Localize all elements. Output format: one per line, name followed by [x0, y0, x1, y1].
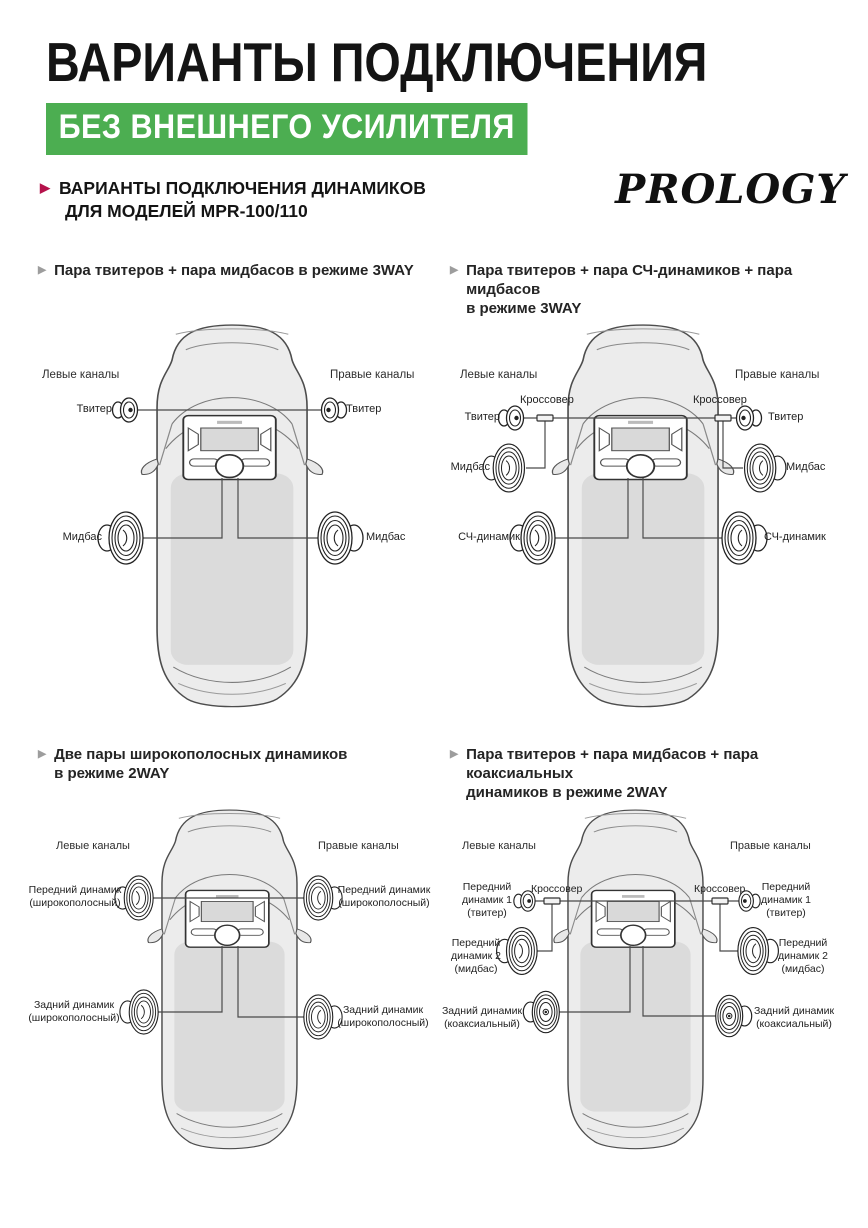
- section-heading-line2: ДЛЯ МОДЕЛЕЙ MPR-100/110: [65, 201, 308, 222]
- quadrant-title-line1: Пара твитеров + пара мидбасов + пара коаксиальных: [466, 746, 759, 783]
- right-channels-label: Правые каналы: [730, 840, 811, 852]
- midbass-right-label: Мидбас: [786, 461, 826, 473]
- quadrant-title-line1: Пара твитеров + пара СЧ-динамиков + пара мидбасов: [466, 262, 793, 299]
- rear-speaker-left-label: Задний динамик (широкополосный): [28, 999, 120, 1024]
- tweeter-right-label: Твитер: [768, 411, 804, 423]
- right-channels-label: Правые каналы: [735, 369, 820, 381]
- car-diagram: [434, 740, 868, 1228]
- tweeter-right-icon: [737, 406, 762, 430]
- diagram-2way-tweeter-midbass-coax: [434, 740, 868, 1228]
- crossover-left-label: Кроссовер: [520, 394, 574, 406]
- gray-arrow-bullet-icon: ▶: [38, 264, 47, 276]
- page-title: ВАРИАНТЫ ПОДКЛЮЧЕНИЯ: [46, 31, 708, 93]
- right-channels-label: Правые каналы: [330, 369, 415, 381]
- crossover-left-icon: [544, 898, 560, 904]
- gray-arrow-bullet-icon: ▶: [450, 264, 459, 276]
- midrange-right-icon: [722, 512, 767, 564]
- midbass-right-label: Мидбас: [366, 531, 406, 543]
- rear-coax-left-label: Задний динамик (коаксиальный): [441, 1005, 523, 1030]
- right-channels-label: Правые каналы: [318, 840, 399, 852]
- red-arrow-bullet-icon: ▶: [40, 180, 50, 195]
- quadrant-title: [450, 261, 868, 318]
- left-channels-label: Левые каналы: [42, 369, 120, 381]
- midrange-right-label: СЧ-динамик: [764, 531, 826, 543]
- gray-arrow-bullet-icon: ▶: [38, 748, 47, 760]
- diagram-3way-tweeter-midrange-midbass: [434, 255, 868, 755]
- crossover-right-label: Кроссовер: [694, 883, 746, 895]
- crossover-left-icon: [537, 415, 553, 421]
- diagram-3way-tweeter-midbass: [0, 255, 434, 755]
- front-speaker2-right-label: Передний динамик 2 (мидбас): [777, 937, 829, 975]
- midbass-right-icon: [318, 512, 363, 564]
- midrange-left-label: СЧ-динамик: [458, 531, 520, 543]
- car-top-view: [148, 810, 311, 1149]
- subtitle-banner: [46, 103, 527, 155]
- midbass-left-label: Мидбас: [450, 461, 490, 473]
- gray-arrow-bullet-icon: ▶: [450, 748, 459, 760]
- crossover-right-label: Кроссовер: [693, 394, 747, 406]
- quadrant-title-line2: динамиков в режиме 2WAY: [466, 784, 668, 802]
- crossover-right-icon: [715, 415, 731, 421]
- crossover-right-icon: [712, 898, 728, 904]
- rear-speaker-right-label: Задний динамик (широкополосный): [337, 1004, 429, 1029]
- quadrant-title: [38, 745, 347, 783]
- car-diagram: [0, 255, 434, 755]
- quadrant-title: [450, 745, 868, 802]
- section-heading-line1: ВАРИАНТЫ ПОДКЛЮЧЕНИЯ ДИНАМИКОВ: [59, 178, 426, 198]
- left-channels-label: Левые каналы: [56, 840, 130, 852]
- car-diagram: [434, 255, 868, 755]
- tweeter-left-icon: [113, 398, 138, 422]
- brand-logo: PROLOGY: [615, 166, 846, 213]
- front-speaker-right-label: Передний динамик (широкополосный): [337, 884, 431, 909]
- midbass-left-icon: [98, 512, 143, 564]
- front-speaker1-left-label: Передний динамик 1 (твитер): [461, 881, 513, 919]
- left-channels-label: Левые каналы: [460, 369, 538, 381]
- quadrant-title-line1: Две пары широкополосных динамиков: [54, 746, 348, 763]
- tweeter-left-label: Твитер: [76, 403, 112, 415]
- tweeter-left-icon: [499, 406, 524, 430]
- front-speaker1-right-label: Передний динамик 1 (твитер): [760, 881, 812, 919]
- front-speaker-left-label: Передний динамик (широкополосный): [28, 884, 122, 909]
- car-top-view: [554, 810, 717, 1149]
- midbass-left-label: Мидбас: [62, 531, 102, 543]
- car-top-view: [141, 325, 322, 707]
- quadrant-title-line2: в режиме 3WAY: [466, 300, 582, 318]
- section-heading: [40, 177, 426, 223]
- left-channels-label: Левые каналы: [462, 840, 536, 852]
- quadrant-title-line1: Пара твитеров + пара мидбасов в режиме 3WAY: [54, 262, 414, 279]
- subtitle-banner-text: БЕЗ ВНЕШНЕГО УСИЛИТЕЛЯ: [58, 108, 515, 146]
- diagram-2way-wideband: [0, 740, 434, 1228]
- tweeter-right-icon: [322, 398, 347, 422]
- tweeter-left-label: Твитер: [464, 411, 500, 423]
- rear-coax-right-label: Задний динамик (коаксиальный): [753, 1005, 835, 1030]
- car-diagram: [0, 740, 434, 1228]
- quadrant-title-line2: в режиме 2WAY: [54, 765, 170, 783]
- tweeter-right-label: Твитер: [346, 403, 382, 415]
- front-speaker2-left-label: Передний динамик 2 (мидбас): [450, 937, 502, 975]
- quadrant-title: [38, 261, 414, 280]
- rear-wideband-left-icon: [120, 990, 158, 1034]
- crossover-left-label: Кроссовер: [531, 883, 583, 895]
- midbass-right-icon: [745, 444, 786, 492]
